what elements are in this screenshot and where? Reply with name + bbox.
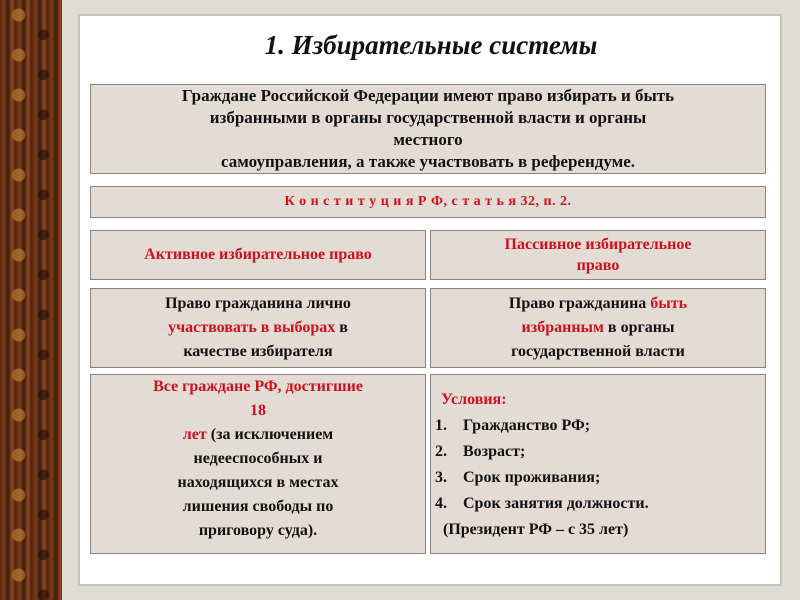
conditions-list [435,413,649,517]
passive-desc-connector: в органы [603,319,675,336]
active-desc-line-1: Право гражданина лично [165,295,351,312]
active-desc-line-2 [165,316,351,340]
passive-right-heading [430,230,766,280]
eligibility-exception-start: (за исключением [206,426,334,443]
eligibility-line-1: Все граждане РФ, достигшие [153,378,363,395]
condition-number: 2. [435,443,447,460]
active-right-heading: Активное избирательное право [90,230,426,280]
passive-desc-highlight-2: избранным [521,319,604,336]
eligibility-years: лет [182,426,207,443]
active-desc-connector: в [335,319,348,336]
condition-text: Гражданство РФ; [463,417,591,434]
condition-text: Срок проживания; [463,469,601,486]
passive-heading-line-2: право [576,257,620,274]
intro-line-3: местного [393,130,463,149]
active-eligibility-box [90,374,426,554]
condition-number: 3. [435,469,447,486]
conditions-label: Условия: [441,391,507,408]
condition-item [435,413,649,439]
intro-box [90,84,766,174]
passive-desc-highlight-1: быть [650,295,688,312]
active-desc-highlight: участвовать в выборах [168,319,336,336]
condition-item [435,465,649,491]
passive-desc-line-3: государственной власти [511,343,685,360]
passive-desc-line-2 [509,316,687,340]
slide-title: 1. Избирательные системы [264,30,598,60]
condition-text: Срок занятия должности. [463,495,649,512]
passive-right-description [430,288,766,368]
constitution-reference: К о н с т и т у ц и я Р Ф, с т а т ь я 32, п. 2. [90,186,766,218]
condition-item [435,491,649,517]
intro-line-2: избранными в органы государственной власти и органы [209,108,647,127]
president-note: (Президент РФ – с 35 лет) [443,521,629,538]
eligibility-line-3 [153,423,363,447]
active-desc-line-3: качестве избирателя [183,343,333,360]
eligibility-line-2: 18 [249,402,266,419]
eligibility-line-4: недееспособных и [193,450,323,467]
intro-line-1: Граждане Российской Федерации имеют право избирать и быть [181,86,675,105]
eligibility-line-6: лишения свободы по [182,498,334,515]
eligibility-line-5: находящихся в местах [177,474,339,491]
decorative-side-pattern [0,0,62,600]
condition-number: 4. [435,495,447,512]
condition-text: Возраст; [463,443,526,460]
active-right-description [90,288,426,368]
eligibility-line-7: приговору суда). [198,522,318,539]
passive-conditions-box [430,374,766,554]
passive-desc-text: Право гражданина [508,295,651,312]
intro-line-4: самоуправления, а также участвовать в референдуме. [221,152,635,171]
condition-number: 1. [435,417,447,434]
condition-item [435,439,649,465]
passive-heading-line-1: Пассивное избирательное [504,236,692,253]
passive-desc-line-1 [509,292,687,316]
